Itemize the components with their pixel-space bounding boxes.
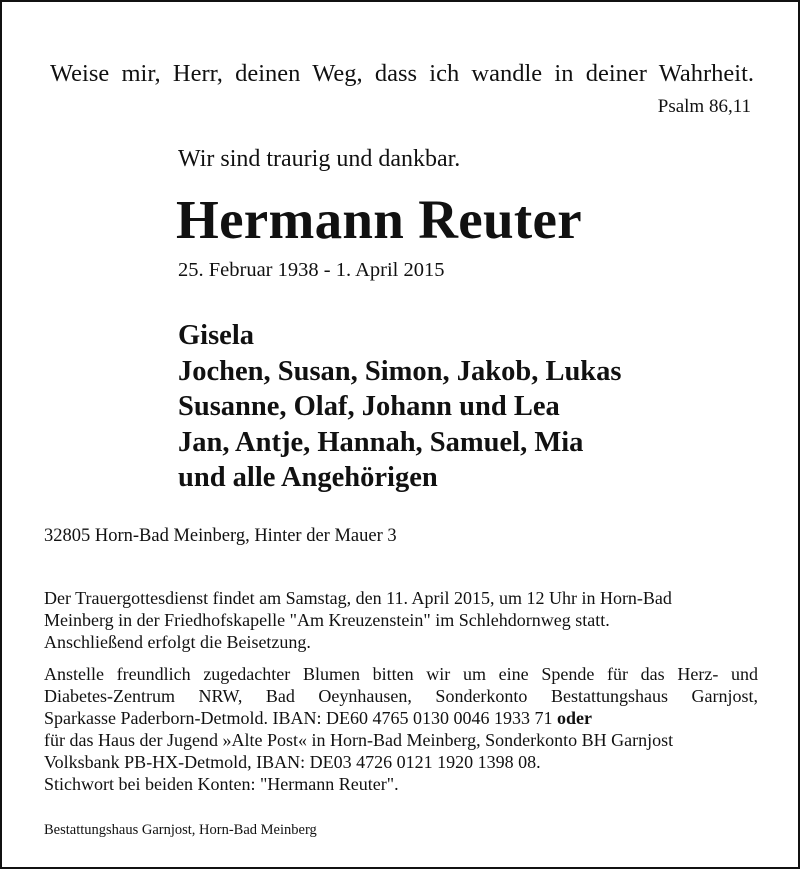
service-line: Meinberg in der Friedhofskapelle "Am Kreuzenstein" im Schlehdornweg statt. xyxy=(44,610,610,630)
mourner-line: Gisela xyxy=(178,320,254,351)
service-line: Anschließend erfolgt die Beisetzung. xyxy=(44,632,311,652)
mourner-line: Susanne, Olaf, Johann und Lea xyxy=(178,391,560,422)
mourner-line: und alle Angehörigen xyxy=(178,462,438,493)
donation-line: Anstelle freundlich zugedachter Blumen bitten wir um eine Spende für das Herz- und xyxy=(44,664,758,684)
intro-text: Wir sind traurig und dankbar. xyxy=(178,146,461,172)
life-dates: 25. Februar 1938 - 1. April 2015 xyxy=(178,259,445,281)
donation-bank-text: Sparkasse Paderborn-Detmold. IBAN: DE60 4765 0130 0046 1933 71 xyxy=(44,708,553,728)
service-paragraph xyxy=(44,587,758,653)
donation-line: Stichwort bei beiden Konten: "Hermann Reuter". xyxy=(44,774,399,794)
service-line: Der Trauergottesdienst findet am Samstag, den 11. April 2015, um 12 Uhr in Horn-Bad xyxy=(44,588,672,608)
bible-verse: Weise mir, Herr, deinen Weg, dass ich wandle in deiner Wahrheit. xyxy=(50,60,754,87)
funeral-home-footer: Bestattungshaus Garnjost, Horn-Bad Meinberg xyxy=(44,822,317,838)
mourners-list xyxy=(178,318,622,496)
donation-line: für das Haus der Jugend »Alte Post« in Horn-Bad Meinberg, Sonderkonto BH Garnjost xyxy=(44,730,674,750)
family-address: 32805 Horn-Bad Meinberg, Hinter der Mauer 3 xyxy=(44,526,397,546)
donation-line: Diabetes-Zentrum NRW, Bad Oeynhausen, Sonderkonto Bestattungshaus Garnjost, xyxy=(44,686,758,706)
donation-paragraph xyxy=(44,663,758,795)
donation-line: Volksbank PB-HX-Detmold, IBAN: DE03 4726 0121 1920 1398 08. xyxy=(44,752,541,772)
verse-reference: Psalm 86,11 xyxy=(657,96,751,117)
donation-line xyxy=(44,707,758,729)
donation-conjunction: oder xyxy=(556,708,592,728)
mourner-line: Jochen, Susan, Simon, Jakob, Lukas xyxy=(178,355,622,387)
mourner-line: Jan, Antje, Hannah, Samuel, Mia xyxy=(178,426,584,458)
deceased-name: Hermann Reuter xyxy=(176,189,582,250)
